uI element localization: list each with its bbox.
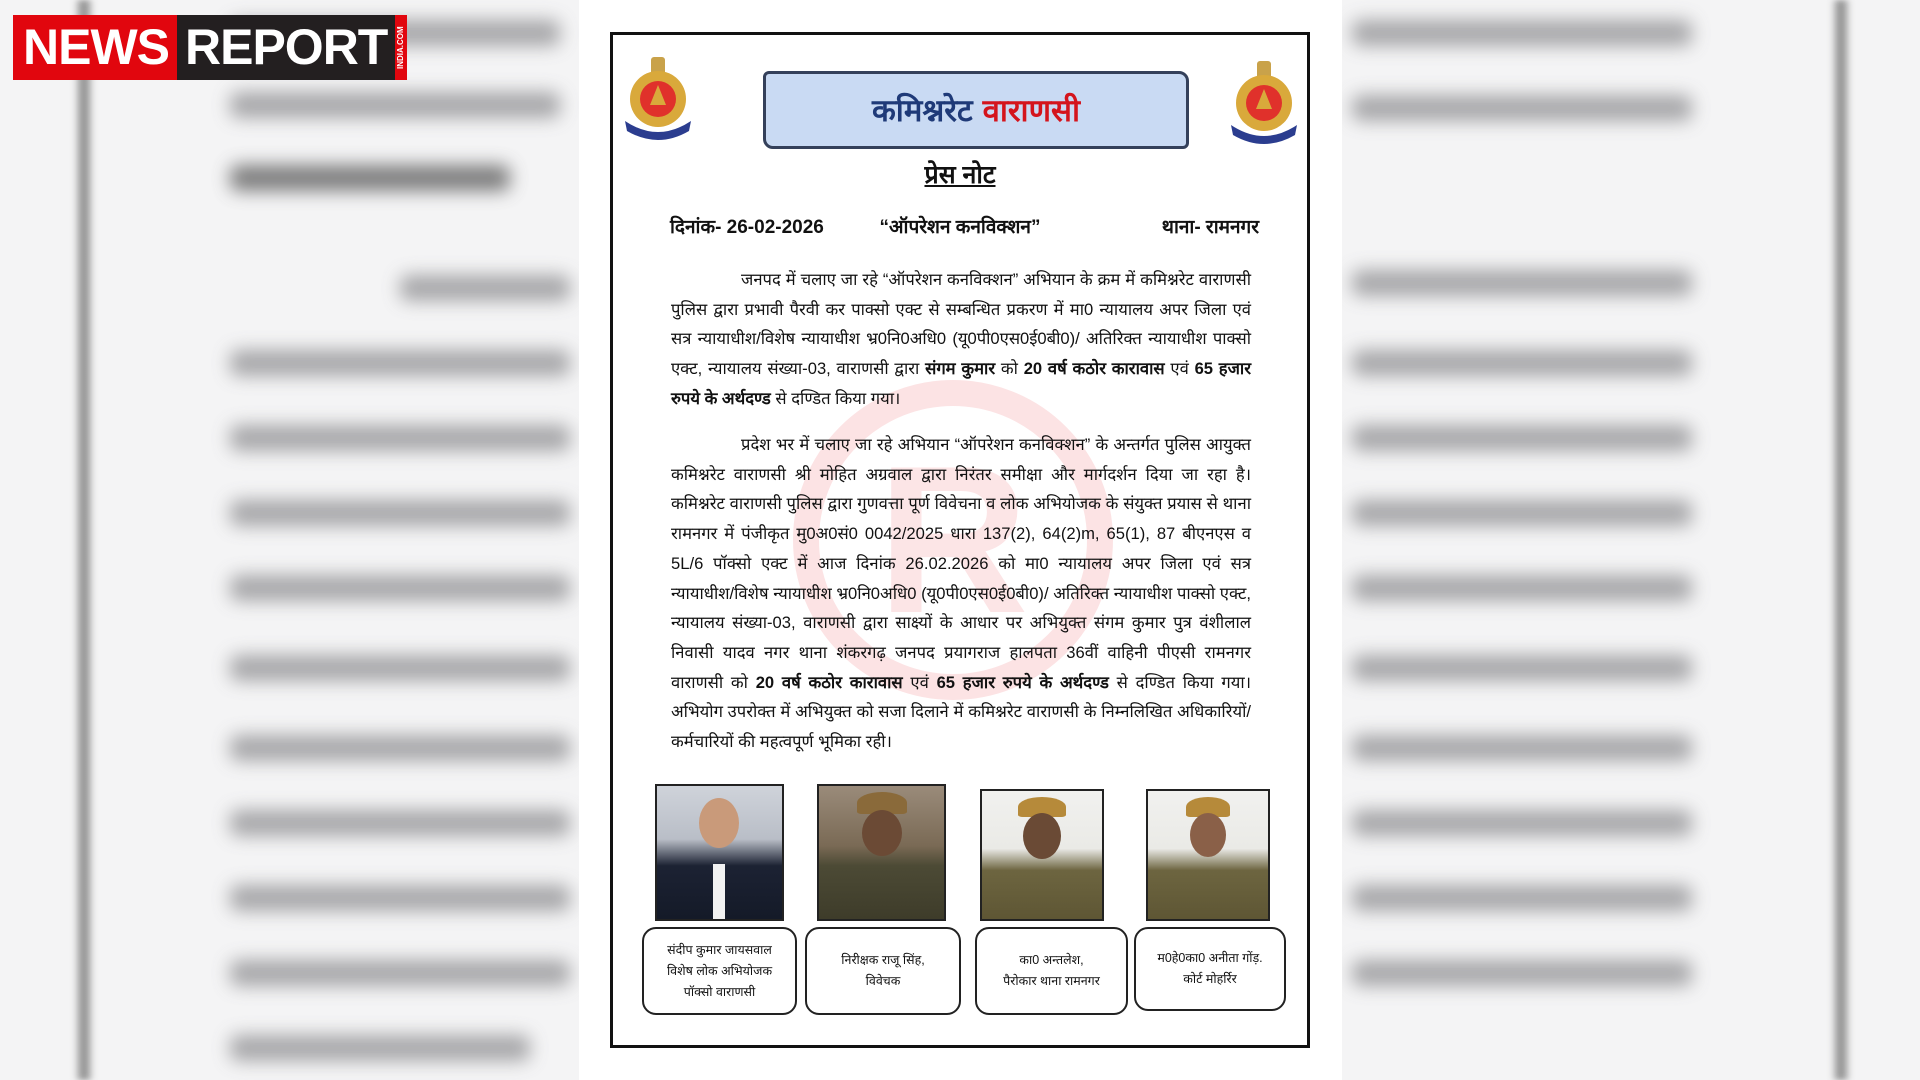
blurred-background-right (1342, 0, 1920, 1080)
officer-caption-4 (1134, 927, 1286, 1011)
officer-photo-2 (817, 784, 946, 921)
up-police-emblem-icon (619, 55, 697, 141)
paragraph-2: प्रदेश भर में चलाए जा रहे अभियान “ऑपरेशन कनविक्शन” के अन्तर्गत पुलिस आयुक्त कमिश्नरेट वाराणसी श्री मोहित अग्रवाल द्वारा निरंतर समीक्षा और मार्गदर्शन दिया जा रहा है। कमिश्नरेट वाराणसी पुलिस द्वारा गुणवत्ता पूर्ण विवेचना व लोक अभियोजक के संयुक्त प्रयास से थाना रामनगर में पंजीकृत मु0अ0सं0 0042/2025 धारा 137(2), 64(2)m, 65(1), 87 बीएनएस व 5L/6 पॉक्सो एक्ट में आज दिनांक 26.02.2026 को मा0 न्यायालय अपर जिला एवं सत्र न्यायाधीश/विशेष न्यायाधीश भ्र0नि0अधि0 (यू0पी0एस0ई0बी0)/ अतिरिक्त न्यायाधीश पाक्सो एक्ट, न्यायालय संख्या-03, वाराणसी द्वारा साक्ष्यों के आधार पर अभियुक्त संगम कुमार पुत्र वंशीलाल निवासी यादव नगर थाना शंकरगढ़ जनपद प्रयागराज हालपता 36वीं वाहिनी पीएसी रामनगर वाराणसी को 20 वर्ष कठोर कारावास एवं 65 हजार रुपये के अर्थदण्ड से दण्डित किया गया। अभियोग उपरोक्त में अभियुक्त को सजा दिलाने में कमिश्नरेट वाराणसी के निम्नलिखित अधिकारियों/कर्मचारियों की महत्वपूर्ण भूमिका रही। (671, 435, 1251, 752)
caption-line: कोर्ट मोहर्रिर (1183, 972, 1237, 986)
caption-line: विशेष लोक अभियोजक (666, 963, 773, 978)
background-edge (75, 0, 93, 1080)
logo-report: REPORT (177, 15, 395, 80)
caption-line: पॉक्सो वाराणसी (683, 984, 756, 999)
officer-photo-1 (655, 784, 784, 921)
caption-line: का0 अन्तलेश, (1019, 953, 1084, 967)
newsreport-logo (13, 15, 407, 80)
banner-word-2: वाराणसी (982, 93, 1080, 128)
caption-line: निरीक्षक राजू सिंह, (841, 953, 925, 967)
caption-line: विवेचक (865, 974, 901, 988)
blurred-background-left (0, 0, 579, 1080)
banner-word-1: कमिश्नरेट (872, 93, 973, 128)
officer-caption-3 (975, 927, 1128, 1015)
officer-photo-4 (1146, 789, 1270, 921)
up-police-emblem-icon (1225, 59, 1303, 145)
press-note-document (610, 32, 1310, 1048)
operation-name: “ऑपरेशन कनविक्शन” (879, 217, 1041, 238)
commissionerate-banner (763, 71, 1189, 149)
date: दिनांक- 26-02-2026 (670, 217, 824, 238)
caption-line: पैरोकार थाना रामनगर (1003, 974, 1100, 988)
officer-photo-3 (980, 789, 1104, 921)
watermark-logo: R (793, 380, 1113, 700)
officer-caption-1 (642, 927, 797, 1015)
caption-line: म0हे0का0 अनीता गोंड़. (1157, 951, 1263, 965)
police-station: थाना- रामनगर (1161, 217, 1259, 238)
caption-line: संदीप कुमार जायसवाल (667, 942, 772, 957)
background-edge (1832, 0, 1850, 1080)
logo-domain: INDIA.COM (395, 15, 407, 80)
logo-news: NEWS (13, 15, 177, 80)
paragraph-1: जनपद में चलाए जा रहे “ऑपरेशन कनविक्शन” अभियान के क्रम में कमिश्नरेट वाराणसी पुलिस द्वारा प्रभावी पैरवी कर पाक्सो एक्ट से सम्बन्धित प्रकरण में मा0 न्यायालय अपर जिला एवं सत्र न्यायाधीश/विशेष न्यायाधीश भ्र0नि0अधि0 (यू0पी0एस0ई0बी0)/ अतिरिक्त न्यायाधीश पाक्सो एक्ट, न्यायालय संख्या-03, वाराणसी द्वारा संगम कुमार को 20 वर्ष कठोर कारावास एवं 65 हजार रुपये के अर्थदण्ड से दण्डित किया गया। (671, 270, 1251, 408)
press-note-title: प्रेस नोट (924, 161, 996, 189)
officer-caption-2 (805, 927, 961, 1015)
